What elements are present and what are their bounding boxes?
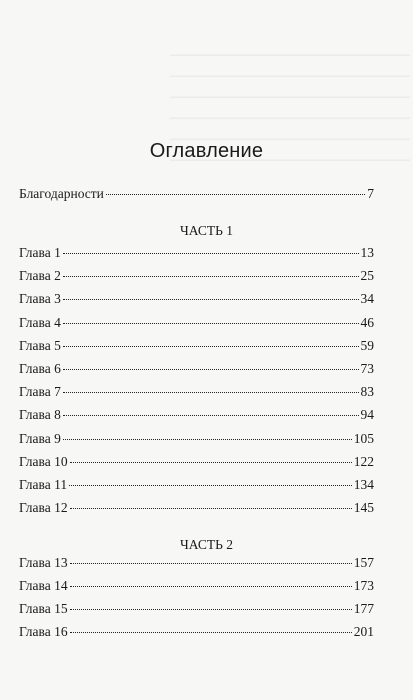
toc-entry-page: 157 [353,555,374,570]
leader-dots [63,253,359,254]
leader-dots [70,586,352,587]
toc-entry-label: Глава 7 [19,384,61,400]
toc-entry-page: 83 [360,384,374,400]
toc-entry-label: Глава 16 [19,624,68,639]
leader-dots [69,485,352,486]
toc-entry-chapter[interactable] [19,268,374,286]
toc-entry-chapter[interactable] [19,624,374,642]
toc-entry-label: Глава 5 [19,337,61,353]
part-heading: ЧАСТЬ 2 [180,537,233,552]
leader-dots [70,563,352,564]
toc-entry-page: 201 [353,624,374,639]
toc-entry-label: Глава 1 [19,245,61,260]
toc-entry-page: 177 [353,601,374,616]
toc-entry-label: Глава 11 [19,477,68,492]
toc-entry-chapter[interactable] [19,477,374,495]
leader-dots [70,462,352,463]
toc-entry-label: Глава 2 [19,268,61,284]
leader-dots [63,299,359,300]
toc-entry-label: Глава 15 [19,601,68,616]
toc-title: Оглавление [149,140,264,162]
toc-entry-page: 173 [353,578,374,593]
toc-entry-label: Глава 10 [19,453,68,469]
toc-entry-page: 134 [353,477,374,492]
toc-entry-chapter[interactable] [19,578,374,596]
toc-entry-chapter[interactable] [19,315,374,333]
leader-dots [63,392,359,393]
leader-dots [63,276,359,277]
toc-entry-page: 94 [360,407,374,423]
toc-entry-label: Глава 13 [19,555,68,570]
toc-entry-label: Глава 3 [19,291,61,307]
toc-entry-label: Глава 6 [19,361,61,376]
toc-entry-page: 25 [360,268,374,284]
toc-entry-chapter[interactable] [19,245,374,263]
toc-entry-label: Глава 14 [19,578,68,593]
show-through-text: ———————————————————————— ———————————————————————— ———————————————————————— ———————————————————————— ———————————————————————— ———————————————————————— [170,50,410,166]
toc-entry-chapter[interactable] [19,338,374,356]
toc-entry-label: Глава 4 [19,314,61,330]
toc-entry-page: 145 [353,500,374,516]
part-heading: ЧАСТЬ 1 [180,223,233,238]
toc-entry-label: Благодарности [19,186,104,201]
toc-entry-page: 7 [367,186,374,201]
toc-entry-page: 105 [353,430,374,446]
toc-entry-chapter[interactable] [19,555,374,573]
toc-entry-chapter[interactable] [19,601,374,619]
toc-entry-chapter[interactable] [19,431,374,449]
toc-entry-page: 122 [353,453,374,469]
leader-dots [70,632,352,633]
toc-entry-page: 46 [360,314,374,330]
leader-dots [63,369,359,370]
leader-dots [63,439,352,440]
leader-dots [63,415,359,416]
toc-entry-page: 34 [360,291,374,307]
toc-entry-page: 13 [360,245,374,260]
toc-entry-chapter[interactable] [19,291,374,309]
leader-dots [70,508,352,509]
leader-dots [63,346,359,347]
leader-dots [63,323,359,324]
toc-entry-page: 59 [360,337,374,353]
leader-dots [106,194,365,195]
toc-entry-acknowledgements[interactable] [19,186,374,204]
toc-entry-chapter[interactable] [19,500,374,518]
toc-entry-page: 73 [360,361,374,376]
toc-entry-chapter[interactable] [19,361,374,379]
toc-entry-label: Глава 12 [19,500,68,516]
toc-entry-chapter[interactable] [19,384,374,402]
toc-entry-label: Глава 8 [19,407,61,423]
toc-entry-chapter[interactable] [19,407,374,425]
toc-entry-chapter[interactable] [19,454,374,472]
toc-entry-label: Глава 9 [19,430,61,446]
leader-dots [70,609,352,610]
